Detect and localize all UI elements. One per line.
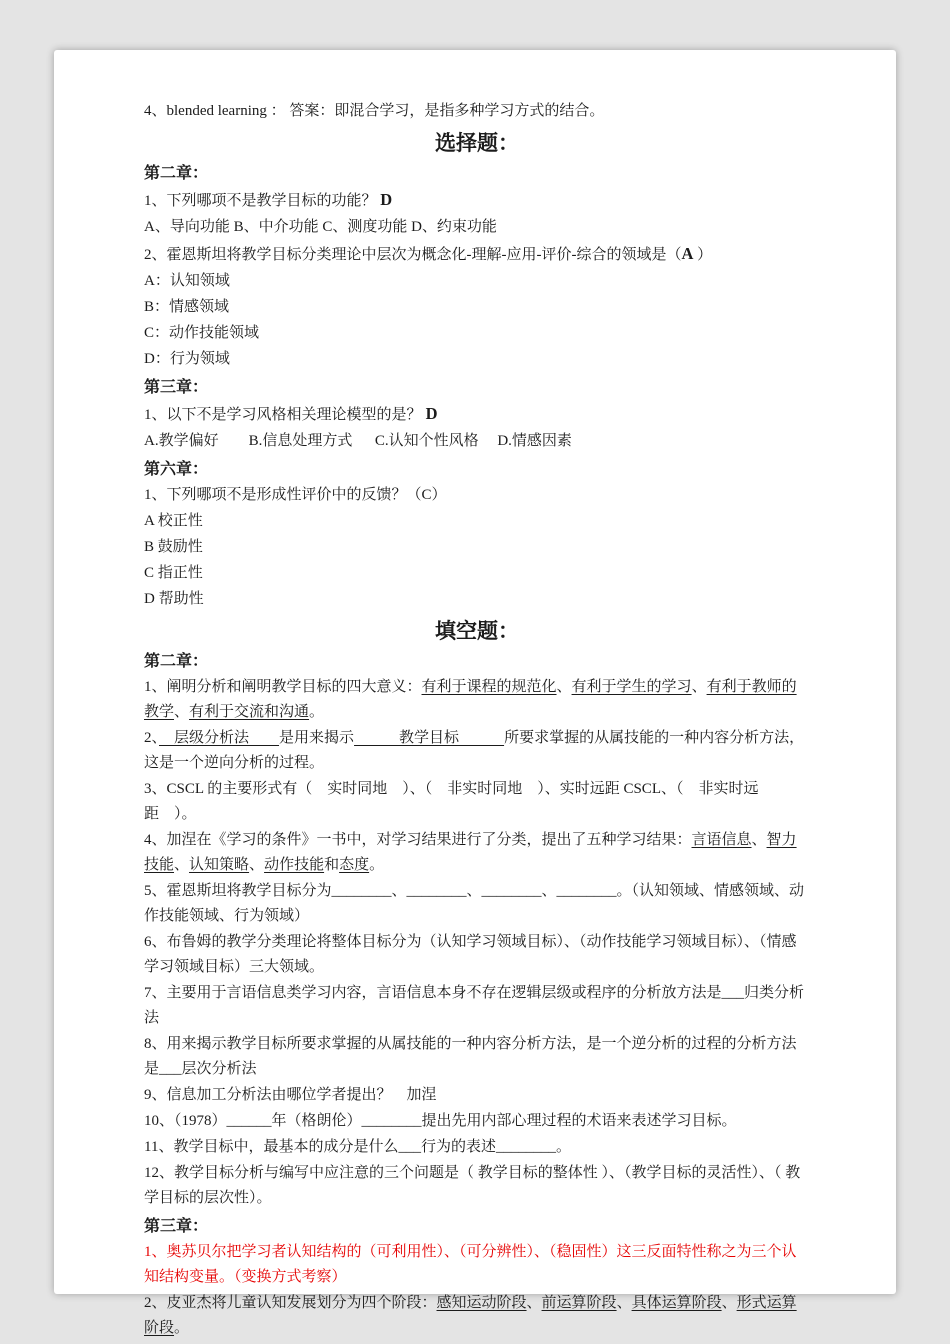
question-line bbox=[144, 1135, 810, 1160]
text-segment: D：行为领域 bbox=[144, 351, 230, 367]
options-line bbox=[144, 429, 810, 454]
text-segment: 1、阐明分析和阐明教学目标的四大意义： bbox=[144, 679, 422, 695]
text-segment: 填空题： bbox=[435, 619, 519, 643]
question-line bbox=[144, 777, 810, 827]
section-chapter-2-fill bbox=[144, 649, 810, 674]
answer-underlined-text: 态度 bbox=[339, 857, 370, 873]
text-segment: ） bbox=[693, 247, 713, 263]
option-line bbox=[144, 587, 810, 612]
text-segment: 10、（1978）______年（格朗伦）________提出先用内部心理过程的术语来表述学习目标。 bbox=[144, 1113, 737, 1129]
text-segment: 、 bbox=[691, 679, 707, 695]
text-segment: C：动作技能领域 bbox=[144, 325, 260, 341]
option-line bbox=[144, 295, 810, 320]
text-segment: 8、用来揭示教学目标所要求掌握的从属技能的一种内容分析方法，是一个逆分析的过程的分析方法是___层次分析法 bbox=[144, 1036, 797, 1077]
text-segment: 5、霍恩斯坦将教学目标分为________、________、________、________。（认知领域、情感领域、动作技能领域、行为领域） bbox=[144, 883, 805, 924]
question-line bbox=[144, 726, 810, 776]
option-line bbox=[144, 561, 810, 586]
text-segment: 1、奥苏贝尔把学习者认知结构的（可利用性）、（可分辨性）、（稳固性）这三反面特性称之为三个认知结构变量。（变换方式考察） bbox=[144, 1244, 797, 1285]
text-segment: 、 bbox=[526, 1295, 542, 1311]
question-line bbox=[144, 1291, 810, 1341]
question-line bbox=[144, 1032, 810, 1082]
answer-underlined-text: 具体运算阶段 bbox=[631, 1295, 722, 1311]
document-body bbox=[144, 99, 810, 1341]
text-segment: B：情感领域 bbox=[144, 299, 230, 315]
text-segment: 6、布鲁姆的教学分类理论将整体目标分为（认知学习领域目标）、（动作技能学习领域目标）、（情感学习领域目标）三大领域。 bbox=[144, 934, 797, 975]
section-chapter-6-choice bbox=[144, 457, 810, 482]
answer-underlined-text: 认知策略 bbox=[189, 857, 250, 873]
answer-underlined-text: 有利于交流和沟通 bbox=[189, 704, 310, 720]
text-segment: A.教学偏好 B.信息处理方式 C.认知个性风格 D.情感因素 bbox=[144, 433, 572, 449]
question-line bbox=[144, 828, 810, 878]
text-segment: 1、下列哪项不是形成性评价中的反馈？（C） bbox=[144, 487, 447, 503]
answer-underlined-text: 前运算阶段 bbox=[541, 1295, 617, 1311]
text-segment: D 帮助性 bbox=[144, 591, 204, 607]
question-line bbox=[144, 483, 810, 508]
option-line bbox=[144, 509, 810, 534]
text-segment: 、 bbox=[174, 704, 190, 720]
question-line bbox=[144, 187, 810, 214]
text-segment: 4、blended learning ： 答案：即混合学习，是指多种学习方式的结合。 bbox=[144, 103, 605, 119]
section-chapter-3-choice bbox=[144, 375, 810, 400]
answer-underlined-text: 感知运动阶段 bbox=[436, 1295, 527, 1311]
text-segment: A 校正性 bbox=[144, 513, 203, 529]
text-segment: 、 bbox=[616, 1295, 632, 1311]
heading-multiple-choice bbox=[144, 129, 810, 157]
question-line bbox=[144, 1161, 810, 1211]
option-line bbox=[144, 347, 810, 372]
answer-underlined-text: 言语信息 bbox=[691, 832, 752, 848]
question-line bbox=[144, 401, 810, 428]
text-segment: 。 bbox=[174, 1320, 190, 1336]
text-segment: 第三章： bbox=[144, 379, 209, 396]
text-segment: C 指正性 bbox=[144, 565, 203, 581]
question-line bbox=[144, 879, 810, 929]
text-segment: 、 bbox=[721, 1295, 737, 1311]
text-segment: 4、加涅在《学习的条件》一书中，对学习结果进行了分类，提出了五种学习结果： bbox=[144, 832, 692, 848]
answer-letter: A bbox=[681, 244, 694, 263]
text-segment: 和 bbox=[324, 857, 340, 873]
text-segment: 、 bbox=[174, 857, 190, 873]
text-segment: 11、教学目标中，最基本的成分是什么___行为的表述________。 bbox=[144, 1139, 571, 1155]
text-segment: 9、信息加工分析法由哪位学者提出？ 加涅 bbox=[144, 1087, 437, 1103]
text-segment: 12、教学目标分析与编写中应注意的三个问题是（ 教学目标的整体性 ）、（教学目标的灵活性）、（ 教学目标的层次性）。 bbox=[144, 1165, 801, 1206]
option-line bbox=[144, 269, 810, 294]
answer-underlined-text: 智力技能 bbox=[144, 832, 797, 873]
text-segment: 、 bbox=[751, 832, 767, 848]
question-line bbox=[144, 1083, 810, 1108]
text-segment: B 鼓励性 bbox=[144, 539, 203, 555]
question-line bbox=[144, 1109, 810, 1134]
answer-underlined-text: 形式运算阶段 bbox=[144, 1295, 797, 1336]
text-segment: A、导向功能 B、中介功能 C、测度功能 D、约束功能 bbox=[144, 219, 497, 235]
question-line bbox=[144, 675, 810, 725]
text-segment: 第二章： bbox=[144, 165, 209, 182]
text-segment: 、 bbox=[556, 679, 572, 695]
text-segment: 是用来揭示 bbox=[279, 730, 355, 746]
question-line bbox=[144, 930, 810, 980]
answer-underlined-text: 有利于课程的规范化 bbox=[421, 679, 557, 695]
heading-fill-blank bbox=[144, 617, 810, 645]
answer-underlined-text: 教学目标 bbox=[354, 730, 505, 746]
question-line bbox=[144, 241, 810, 268]
answer-underlined-text: 动作技能 bbox=[264, 857, 325, 873]
text-segment: 选择题： bbox=[435, 131, 519, 155]
text-segment: 1、下列哪项不是教学目标的功能？ bbox=[144, 193, 381, 209]
options-line bbox=[144, 215, 810, 240]
text-segment: A：认知领域 bbox=[144, 273, 230, 289]
answer-letter: D bbox=[421, 404, 438, 423]
text-segment: 第三章： bbox=[144, 1218, 209, 1235]
answer-underlined-text: 有利于学生的学习 bbox=[571, 679, 692, 695]
text-segment: 所要求掌握的从属技能的一种内容分析方法，这是一个逆向分析的过程。 bbox=[144, 730, 805, 771]
text-segment: 、 bbox=[249, 857, 265, 873]
option-line bbox=[144, 321, 810, 346]
text-segment: 1、以下不是学习风格相关理论模型的是？ bbox=[144, 407, 422, 423]
text-segment: 。 bbox=[369, 857, 385, 873]
text-segment: 第六章： bbox=[144, 461, 209, 478]
answer-underlined-text: 层级分析法 bbox=[159, 730, 280, 746]
section-chapter-3-fill bbox=[144, 1214, 810, 1239]
text-segment: 。 bbox=[309, 704, 325, 720]
intro-answer-line bbox=[144, 99, 810, 124]
text-segment: 3、CSCL 的主要形式有（ 实时同地 ）、（ 非实时同地 ）、实时远距 CSCL、（ 非实时远距 ）。 bbox=[144, 781, 759, 822]
answer-letter: D bbox=[380, 190, 393, 209]
text-segment: 2、皮亚杰将儿童认知发展划分为四个阶段： bbox=[144, 1295, 437, 1311]
text-segment: 第二章： bbox=[144, 653, 209, 670]
text-segment: 2、霍恩斯坦将教学目标分类理论中层次为概念化-理解-应用-评价-综合的领域是（ bbox=[144, 247, 682, 263]
document-page bbox=[54, 50, 896, 1336]
text-segment: 7、主要用于言语信息类学习内容，言语信息本身不存在逻辑层级或程序的分析放方法是___归类分析法 bbox=[144, 985, 805, 1026]
section-chapter-2-choice bbox=[144, 161, 810, 186]
option-line bbox=[144, 535, 810, 560]
text-segment: 2、 bbox=[144, 730, 160, 746]
answer-underlined-text: 有利于教师的教学 bbox=[144, 679, 797, 720]
question-line bbox=[144, 981, 810, 1031]
question-line-red bbox=[144, 1240, 810, 1290]
